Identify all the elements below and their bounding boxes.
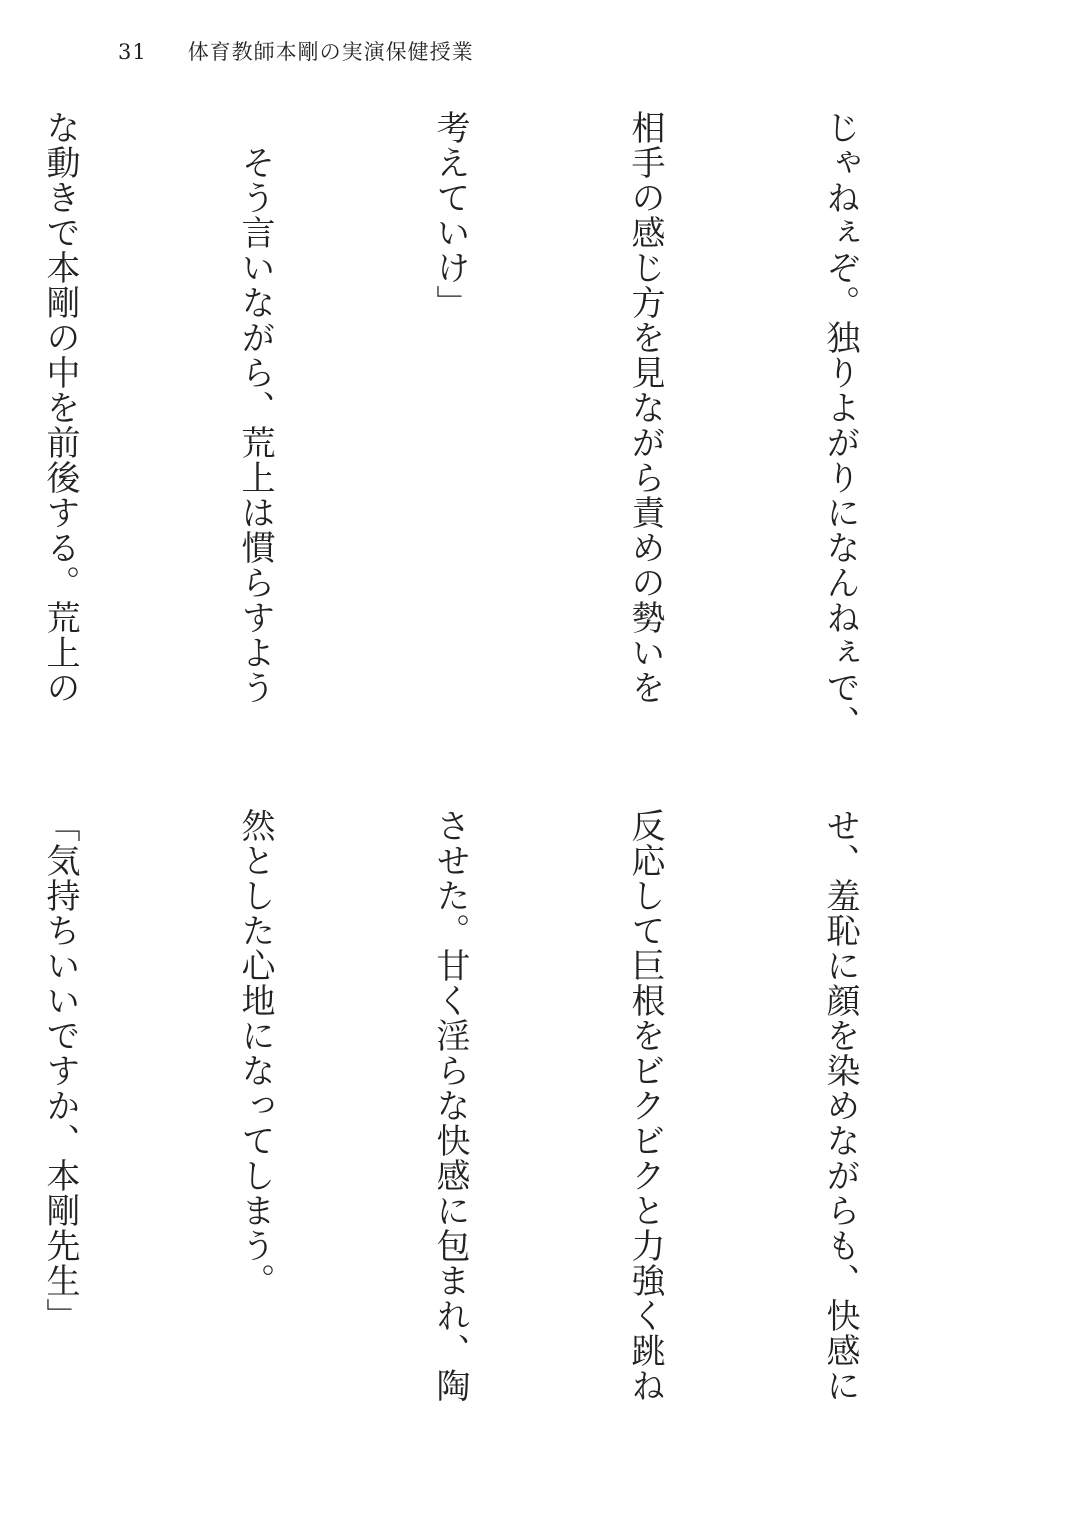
text-line: な動きで本剛の中を前後する。荒上の — [40, 110, 80, 705]
text-line: 然とした心地になってしまう。 — [235, 808, 275, 1298]
page-number: 31 — [118, 40, 147, 64]
text-block-bottom — [0, 808, 1002, 1458]
book-title: 体育教師本剛の実演保健授業 — [187, 40, 474, 64]
text-line: させた。甘く淫らな快感に包まれ、陶 — [430, 808, 470, 1403]
text-line: せ、羞恥に顔を染めながらも、快感に — [820, 808, 860, 1403]
text-line: 相手の感じ方を見ながら責めの勢いを — [625, 110, 665, 705]
text-block-top — [0, 110, 1002, 750]
text-line: じゃねぇぞ。独りよがりになんねぇで、 — [820, 110, 860, 740]
text-line: そう言いながら、荒上は慣らすよう — [235, 110, 275, 705]
text-line: 考えていけ」 — [430, 110, 470, 320]
running-header — [118, 36, 474, 66]
text-line: 反応して巨根をビクビクと力強く跳ね — [625, 808, 665, 1403]
text-line: 「気持ちいいですか、本剛先生」 — [40, 808, 80, 1333]
